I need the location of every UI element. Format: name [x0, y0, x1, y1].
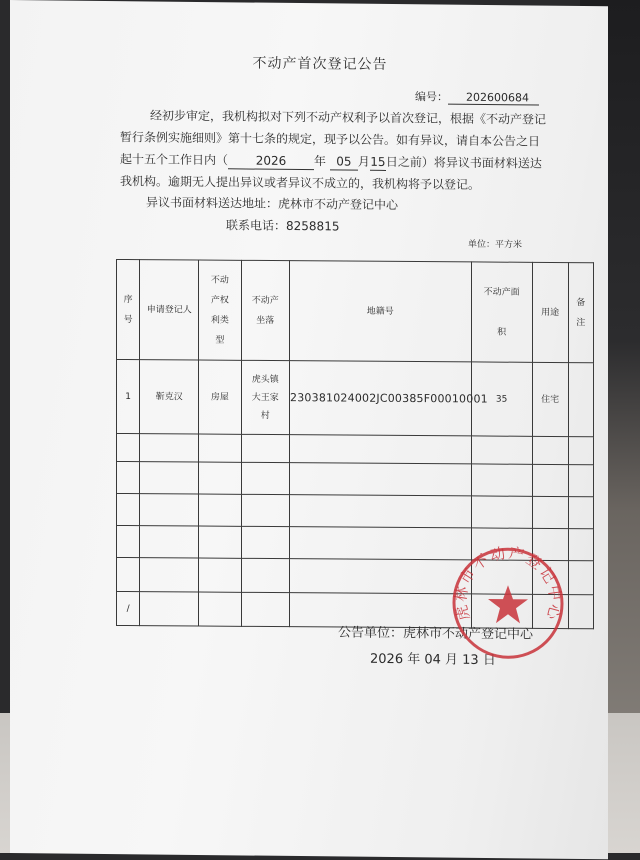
header-location: 不动产 坐落	[241, 260, 290, 360]
cell-last-mark: /	[117, 591, 140, 625]
header-use: 用途	[532, 262, 568, 362]
objection-address-value: 虎林市不动产登记中心	[278, 196, 399, 213]
body-line-3-prefix: 起十五个工作日内（	[120, 152, 229, 168]
cell-right-type: 房屋	[199, 360, 241, 434]
body-line-1: 经初步审定，我机构拟对下列不动产权利予以首次登记，根据《不动产登记	[150, 108, 547, 127]
header-parcel: 地籍号	[290, 261, 472, 362]
header-right-type: 不动 产权 利类 型	[199, 260, 241, 360]
body-line-4: 我机构。逾期无人提出异议或者异议不成立的，我机构将予以登记。	[120, 174, 481, 192]
document-number	[415, 88, 539, 105]
document-number-value: 202600684	[448, 91, 539, 106]
document-number-label: 编号：	[415, 90, 448, 104]
contact-phone-label: 联系电话：	[226, 218, 287, 233]
contact-phone	[226, 217, 640, 238]
cell-parcel: 230381024002JC00385F00010001	[290, 361, 472, 436]
deadline-day: 15	[370, 154, 386, 171]
header-seq: 序 号	[117, 259, 140, 359]
header-applicant: 申请登记人	[140, 260, 199, 360]
table-row	[117, 359, 594, 436]
issue-date: 2026 年 04 月 13 日	[370, 651, 496, 669]
deadline-month-unit: 月	[357, 154, 370, 169]
document-title: 不动产首次登记公告	[252, 55, 388, 73]
issuer-value: 虎林市不动产登记中心	[403, 626, 534, 643]
issuer-label: 公告单位：	[338, 625, 404, 642]
deadline-year: 2026	[228, 152, 314, 170]
cell-seq: 1	[117, 359, 140, 433]
body-line-2: 暂行条例实施细则》第十七条的规定，现予以公告。如有异议，请自本公告之日	[120, 130, 541, 149]
table-row-empty	[117, 461, 594, 496]
cell-applicant: 靳克汉	[140, 360, 199, 434]
cell-use: 住宅	[532, 362, 568, 436]
contact-phone-value: 8258815	[286, 218, 340, 234]
unit-note: 单位：平方米	[468, 239, 523, 251]
header-remark: 备 注	[568, 263, 593, 363]
cell-area: 35	[471, 362, 532, 436]
body-line-3-suffix: 日之前）将异议书面材料送达	[385, 154, 542, 171]
objection-address-label: 异议书面材料送达地址：	[146, 195, 279, 211]
svg-text:虎林市不动产登记中心: 虎林市不动产登记中心	[451, 543, 565, 624]
table-header-row	[117, 259, 594, 362]
official-seal-icon	[448, 543, 568, 664]
table-row-empty	[117, 493, 594, 528]
objection-address	[146, 194, 586, 215]
table-row-empty	[117, 433, 594, 464]
header-area: 不动产面 积	[471, 262, 532, 362]
document-paper	[10, 0, 608, 859]
cell-remark	[568, 363, 593, 437]
deadline-month: 05	[330, 153, 358, 170]
deadline-year-unit: 年	[314, 154, 327, 169]
body-line-3	[120, 151, 560, 173]
cell-location: 虎头镇 大王家 村	[241, 360, 290, 434]
